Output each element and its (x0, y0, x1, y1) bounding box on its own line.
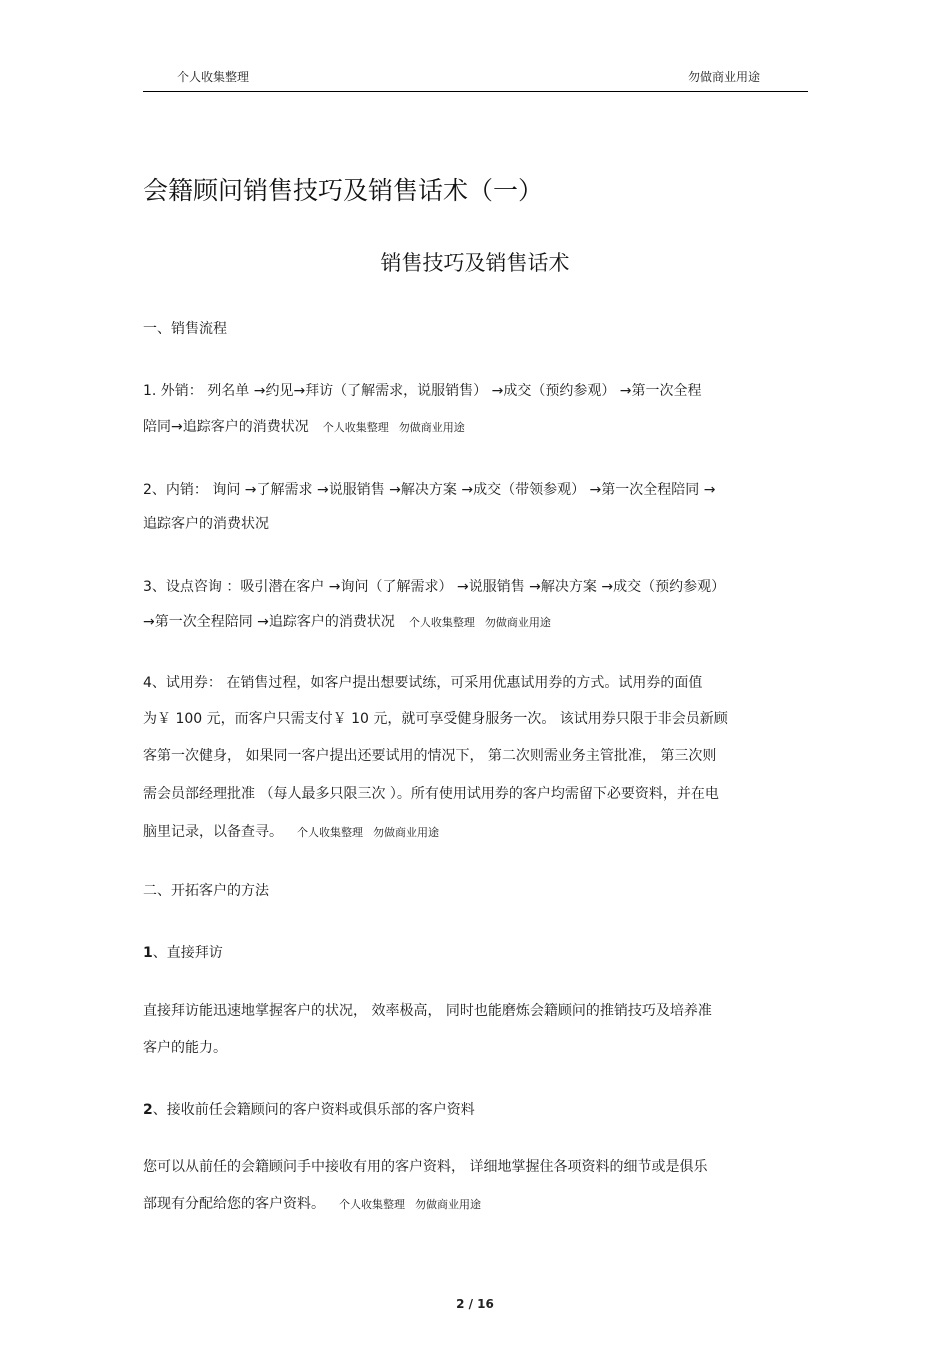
sub1-line1: 直接拜访能迅速地掌握客户的状况， 效率极高， 同时也能磨炼会籍顾问的推销技巧及培养准 (143, 1003, 712, 1019)
item3-line1: 3、设点咨询 ：吸引潜在客户 →询问（了解需求） →说服销售 →解决方案 →成交（预约参观） (143, 579, 726, 595)
section1-heading: 一、销售流程 (143, 321, 227, 337)
item4-line4: 需会员部经理批准 （每人最多只限三次 ）。所有使用试用券的客户均需留下必要资料，并在电 (143, 786, 719, 802)
header-left: 个人收集整理 (177, 70, 250, 84)
header-divider (143, 91, 808, 92)
item3-line2 (143, 611, 551, 631)
sub2-heading (143, 1099, 475, 1119)
item4-line2: 为￥ 100 元，而客户只需支付￥ 10 元，就可享受健身服务一次。 该试用券只限于非会员新顾 (143, 711, 728, 727)
item4-line5 (143, 821, 439, 841)
item2-line1: 2、内销： 询问 →了解需求 →说服销售 →解决方案 →成交（带领参观） →第一次全程陪同 → (143, 482, 716, 498)
item1-line2 (143, 416, 465, 436)
sub2-line2 (143, 1193, 481, 1213)
watermark-note: 勿做商业用途 (415, 1198, 481, 1211)
item4-line5-text: 脑里记录，以备查寻。 (143, 824, 283, 840)
item2-line2: 追踪客户的消费状况 (143, 516, 269, 532)
header-right: 勿做商业用途 (688, 70, 761, 84)
page-subtitle: 销售技巧及销售话术 (380, 251, 570, 275)
section2-heading: 二、开拓客户的方法 (143, 883, 269, 899)
sub2-line1: 您可以从前任的会籍顾问手中接收有用的客户资料， 详细地掌握住各项资料的细节或是俱乐 (143, 1159, 708, 1175)
sub1-number: 1 (143, 945, 153, 961)
page-title: 会籍顾问销售技巧及销售话术（一） (143, 176, 544, 205)
sub1-heading (143, 942, 223, 962)
watermark-note: 个人收集整理 (408, 616, 475, 629)
watermark-note: 勿做商业用途 (484, 616, 551, 629)
watermark-note: 个人收集整理 (339, 1198, 405, 1211)
item3-line2-text: →第一次全程陪同 →追踪客户的消费状况 (143, 614, 395, 630)
item4-line3: 客第一次健身， 如果同一客户提出还要试用的情况下， 第二次则需业务主管批准， 第三次则 (143, 748, 717, 764)
watermark-note: 勿做商业用途 (398, 421, 465, 434)
watermark-note: 个人收集整理 (297, 826, 363, 839)
sub1-title: 、直接拜访 (152, 945, 223, 961)
watermark-note: 勿做商业用途 (373, 826, 439, 839)
sub1-line2: 客户的能力。 (143, 1040, 227, 1056)
item1-line1: 1. 外销： 列名单 →约见→拜访（了解需求，说服销售） →成交（预约参观） →第一次全程 (143, 383, 702, 399)
sub2-number: 2 (143, 1102, 153, 1118)
page-number: 2 / 16 (456, 1297, 494, 1311)
sub2-title: 、接收前任会籍顾问的客户资料或俱乐部的客户资料 (152, 1102, 475, 1118)
watermark-note: 个人收集整理 (322, 421, 389, 434)
item4-line1: 4、试用券： 在销售过程，如客户提出想要试练，可采用优惠试用券的方式。试用券的面值 (143, 675, 703, 691)
sub2-line2-text: 部现有分配给您的客户资料。 (143, 1196, 325, 1212)
item1-line2-text: 陪同→追踪客户的消费状况 (143, 419, 309, 435)
